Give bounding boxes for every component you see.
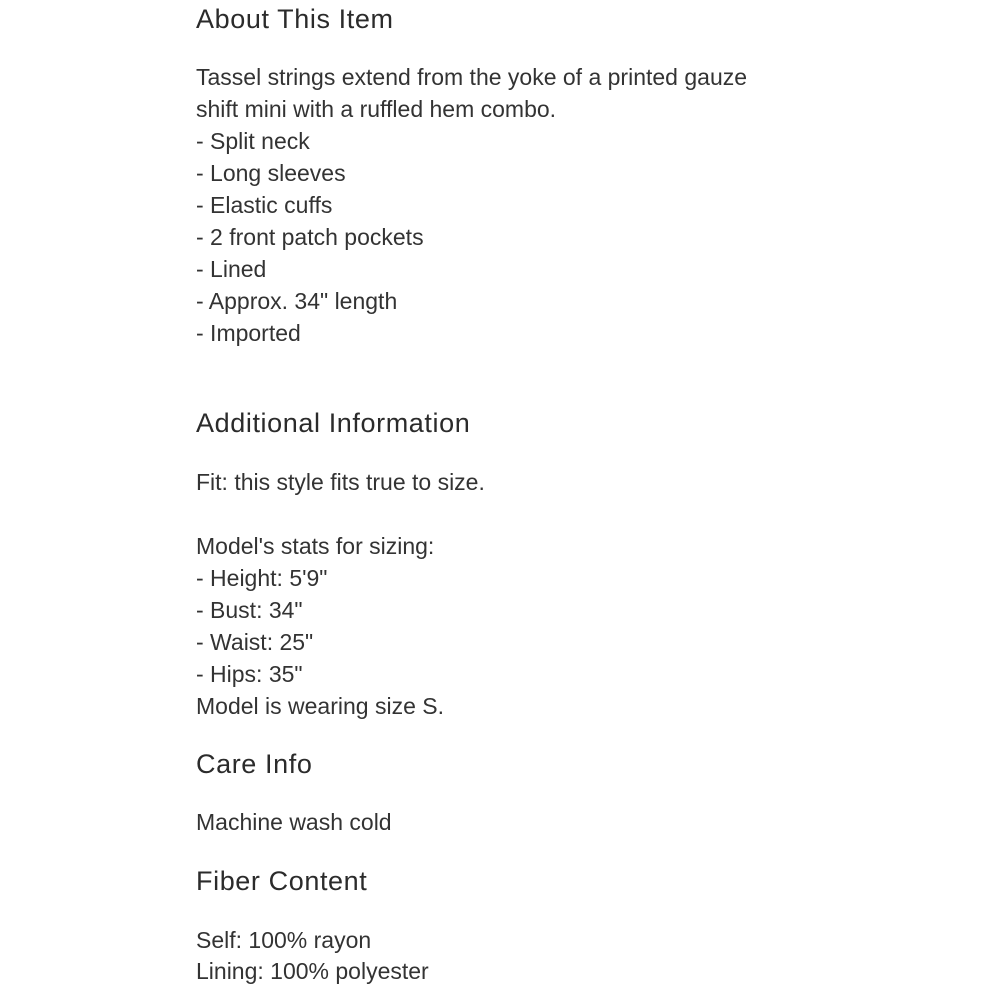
model-stats-list — [196, 562, 327, 690]
model-stats-intro: Model's stats for sizing: — [196, 533, 435, 559]
care-info-heading: Care Info — [196, 749, 313, 779]
feature-item: - Imported — [196, 320, 301, 346]
fiber-content-heading: Fiber Content — [196, 866, 368, 896]
fit-text: Fit: this style fits true to size. — [196, 469, 485, 495]
feature-item: - Long sleeves — [196, 160, 346, 186]
fiber-lining-text: Lining: 100% polyester — [196, 958, 429, 984]
additional-info-heading: Additional Information — [196, 408, 471, 438]
model-stat-item: - Height: 5'9" — [196, 565, 328, 591]
feature-item: - Approx. 34" length — [196, 288, 398, 314]
care-text: Machine wash cold — [196, 809, 392, 835]
about-description-line-1: Tassel strings extend from the yoke of a printed gauze — [196, 64, 748, 90]
feature-item: - Lined — [196, 256, 267, 282]
model-stat-item: - Hips: 35" — [196, 661, 303, 687]
feature-item: - 2 front patch pockets — [196, 224, 424, 250]
about-description-line-2: shift mini with a ruffled hem combo. — [196, 96, 557, 122]
features-list — [196, 125, 424, 349]
about-heading: About This Item — [196, 4, 394, 34]
model-size-text: Model is wearing size S. — [196, 693, 444, 719]
model-stat-item: - Waist: 25" — [196, 629, 314, 655]
feature-item: - Elastic cuffs — [196, 192, 333, 218]
fiber-self-text: Self: 100% rayon — [196, 927, 372, 953]
model-stat-item: - Bust: 34" — [196, 597, 303, 623]
feature-item: - Split neck — [196, 128, 310, 154]
